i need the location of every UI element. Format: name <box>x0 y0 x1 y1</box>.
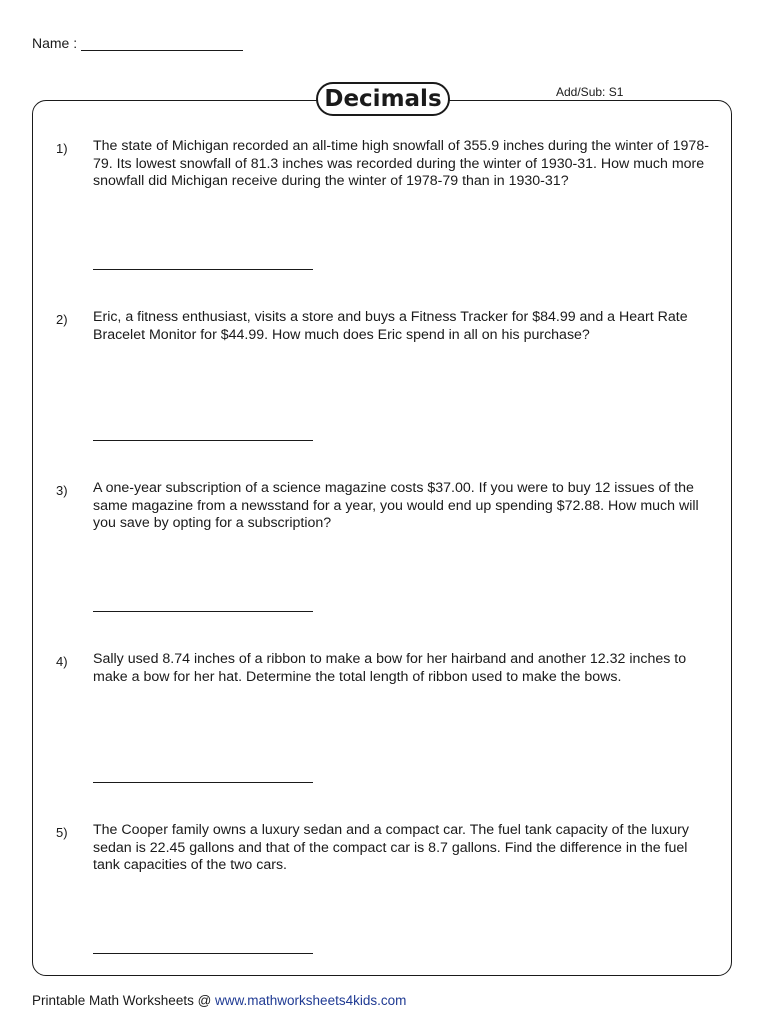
name-row <box>32 33 243 51</box>
footer <box>32 993 406 1008</box>
question-number: 1) <box>56 141 68 156</box>
worksheet-code: Add/Sub: S1 <box>556 85 624 99</box>
question-number: 3) <box>56 483 68 498</box>
answer-line-3[interactable] <box>93 611 313 612</box>
answer-line-1[interactable] <box>93 269 313 270</box>
footer-link[interactable]: www.mathworksheets4kids.com <box>215 993 407 1008</box>
name-label: Name : <box>32 35 78 51</box>
name-blank-line[interactable] <box>81 33 243 51</box>
answer-line-4[interactable] <box>93 782 313 783</box>
answer-line-2[interactable] <box>93 440 313 441</box>
question-number: 4) <box>56 654 68 669</box>
worksheet-title: Decimals <box>316 82 450 116</box>
question-text: The state of Michigan recorded an all-time high snowfall of 355.9 inches during the winter of 1978-79. Its lowest snowfall of 81.3 inches was recorded during the winter of 1930-31. How much more snowfall did Michigan receive during the winter of 1978-79 than in 1930-31? <box>93 138 709 189</box>
question-text: The Cooper family owns a luxury sedan and a compact car. The fuel tank capacity of the luxury sedan is 22.45 gallons and that of the compact car is 8.7 gallons. Find the difference in the fuel tank capacities of the two cars. <box>93 822 689 873</box>
answer-line-5[interactable] <box>93 953 313 954</box>
question-text: Sally used 8.74 inches of a ribbon to make a bow for her hairband and another 12.32 inches to make a bow for her hat. Determine the total length of ribbon used to make the bows. <box>93 651 687 685</box>
question-text: A one-year subscription of a science magazine costs $37.00. If you were to buy 12 issues of the same magazine from a newsstand for a year, you would end up spending $72.88. How much will you save by opting for a subscription? <box>93 480 699 531</box>
question-text: Eric, a fitness enthusiast, visits a store and buys a Fitness Tracker for $84.99 and a Heart Rate Bracelet Monitor for $44.99. How much does Eric spend in all on his purchase? <box>93 309 688 343</box>
footer-label: Printable Math Worksheets @ <box>32 993 216 1008</box>
question-number: 5) <box>56 825 68 840</box>
question-number: 2) <box>56 312 68 327</box>
